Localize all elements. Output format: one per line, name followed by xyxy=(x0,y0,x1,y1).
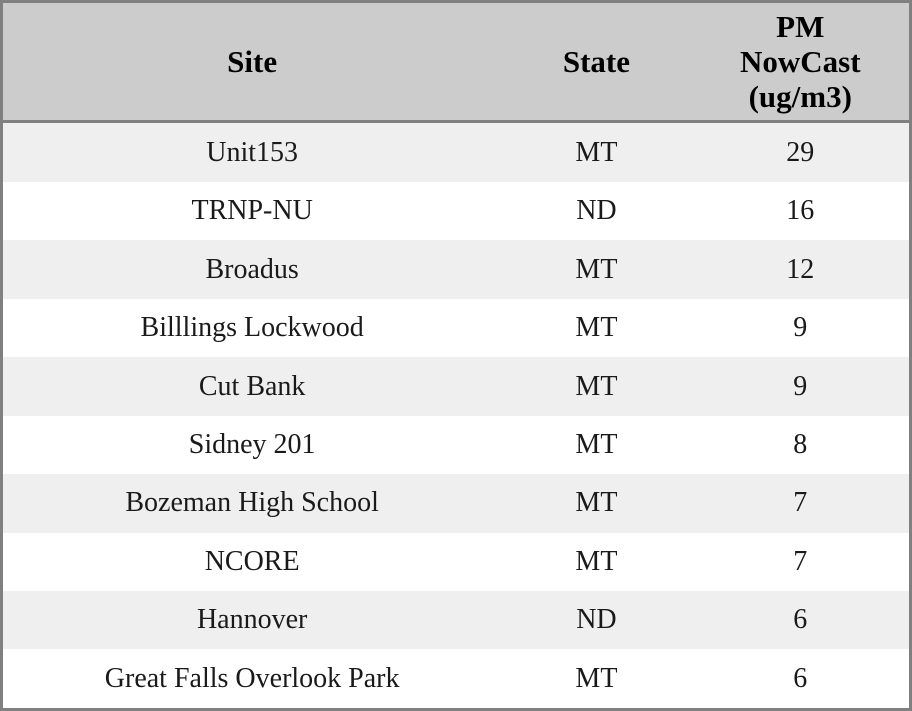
column-header-site: Site xyxy=(3,3,501,122)
table-row xyxy=(3,416,909,474)
cell-pm-nowcast: 29 xyxy=(786,136,815,168)
column-header-state: State xyxy=(501,3,691,122)
cell-state: MT xyxy=(575,545,618,577)
cell-pm-nowcast: 9 xyxy=(793,312,808,344)
cell-state: MT xyxy=(575,312,618,344)
cell-pm-nowcast: 8 xyxy=(793,428,808,460)
cell-pm-nowcast: 9 xyxy=(793,370,808,402)
cell-state: MT xyxy=(575,662,618,694)
table-header-row xyxy=(3,3,909,122)
cell-site: TRNP-NU xyxy=(191,195,313,227)
table-row xyxy=(3,357,909,415)
cell-site: Hannover xyxy=(196,604,308,636)
air-quality-table xyxy=(3,3,909,708)
table-row xyxy=(3,240,909,298)
cell-pm-nowcast: 7 xyxy=(793,545,808,577)
cell-state: ND xyxy=(576,604,617,636)
cell-pm-nowcast: 6 xyxy=(793,662,808,694)
cell-state: MT xyxy=(575,253,618,285)
column-header-pm-nowcast-line2: NowCast xyxy=(739,44,861,80)
cell-site: Great Falls Overlook Park xyxy=(104,662,400,694)
table-row xyxy=(3,182,909,240)
table-body xyxy=(3,122,909,708)
cell-state: ND xyxy=(576,195,617,227)
cell-state: MT xyxy=(575,136,618,168)
cell-pm-nowcast: 12 xyxy=(786,253,815,285)
cell-pm-nowcast: 16 xyxy=(786,195,815,227)
cell-site: Cut Bank xyxy=(198,370,306,402)
table-row xyxy=(3,649,909,708)
column-header-pm-nowcast-line1: PM xyxy=(776,9,825,44)
cell-state: MT xyxy=(575,487,618,519)
cell-state: MT xyxy=(575,370,618,402)
cell-pm-nowcast: 6 xyxy=(793,604,808,636)
cell-site: Broadus xyxy=(205,253,299,285)
table-row xyxy=(3,591,909,649)
cell-site: NCORE xyxy=(204,545,300,577)
cell-site: Unit153 xyxy=(206,136,299,168)
cell-pm-nowcast: 7 xyxy=(793,487,808,519)
cell-state: MT xyxy=(575,428,618,460)
table-row xyxy=(3,474,909,532)
cell-site: Bozeman High School xyxy=(125,487,379,519)
table-row xyxy=(3,299,909,357)
table-header xyxy=(3,3,909,122)
cell-site: Billlings Lockwood xyxy=(140,312,364,344)
column-header-pm-nowcast xyxy=(692,3,909,122)
column-header-pm-nowcast-line3: (ug/m3) xyxy=(748,79,852,115)
table-row xyxy=(3,122,909,182)
cell-site: Sidney 201 xyxy=(188,428,316,460)
table-row xyxy=(3,533,909,591)
